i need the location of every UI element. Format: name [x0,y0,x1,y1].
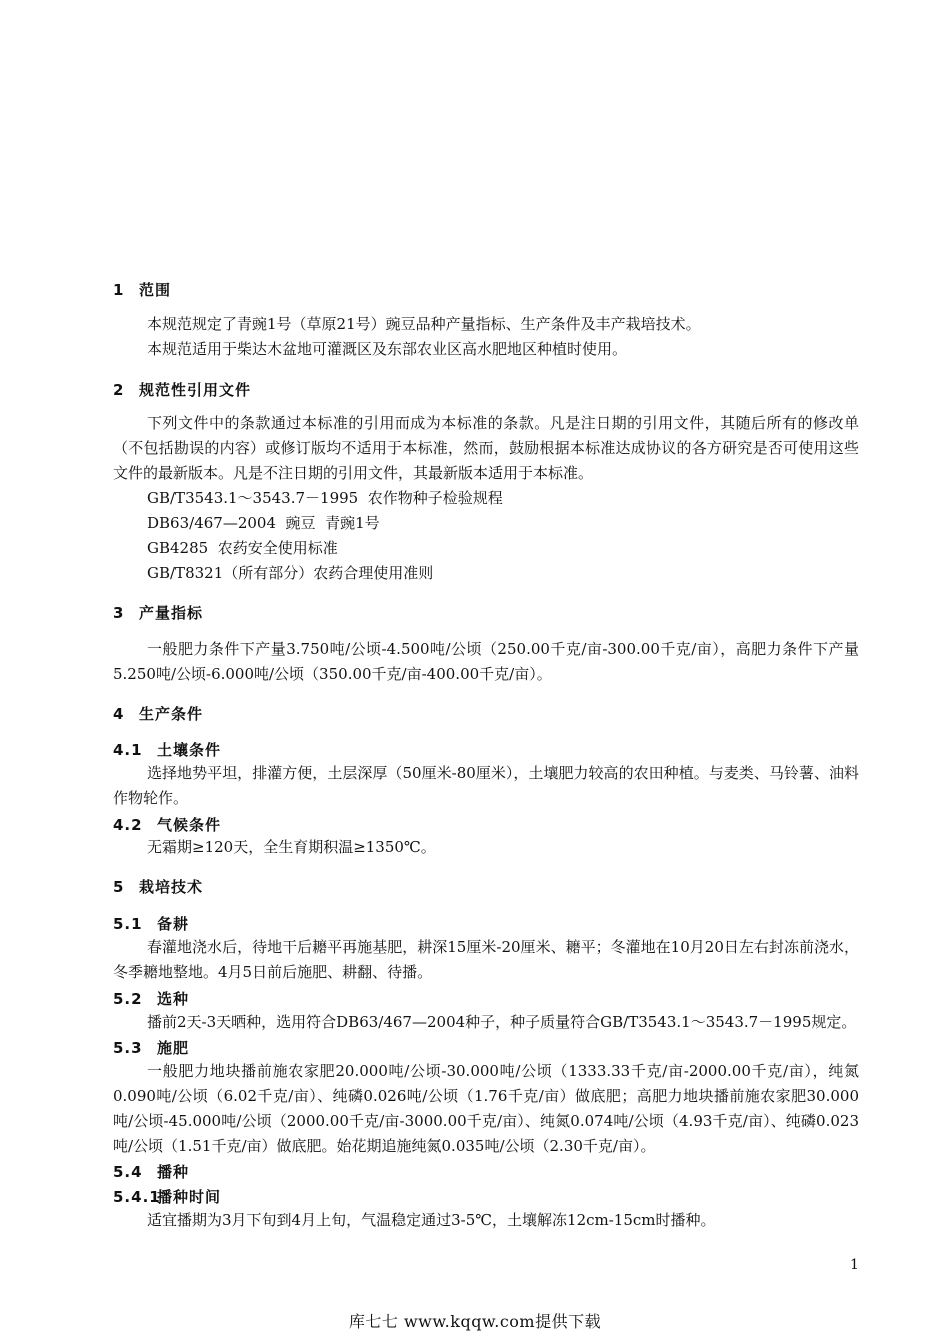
subsection-4-1-heading [113,739,221,760]
page-number: 1 [850,1257,859,1273]
section-title: 范围 [139,281,172,299]
section-number: 5.1 [113,915,143,933]
section-title: 播种时间 [157,1188,222,1206]
section-4-heading [113,703,203,724]
section-number: 4.2 [113,816,143,834]
section-3-heading [113,602,203,623]
paragraph: 本规范适用于柴达木盆地可灌溉区及东部农业区高水肥地区种植时使用。 [147,340,628,358]
section-number: 1 [113,281,125,299]
paragraph: 一般肥力条件下产量3.750吨/公顷-4.500吨/公顷（250.00千克/亩-300.00千克/亩），高肥力条件下产量5.250吨/公顷-6.000吨/公顷（350.00千克/亩-400.00千克/亩）。 [113,640,859,683]
section-number: 4.1 [113,741,143,759]
section-number: 5.4.1 [113,1188,161,1206]
paragraph: 适宜播期为3月下旬到4月上旬，气温稳定通过3-5℃，土壤解冻12cm-15cm时播种。 [147,1211,716,1229]
section-number: 2 [113,381,125,399]
paragraph: 一般肥力地块播前施农家肥20.000吨/公顷-30.000吨/公顷（1333.33千克/亩-2000.00千克/亩），纯氮0.090吨/公顷（6.02千克/亩）、纯磷0.026吨/公顷（1.76千克/亩）做底肥；高肥力地块播前施农家肥30.000吨/公顷-45.000吨/公顷（2000.00千克/亩-3000.00千克/亩）、纯氮0.074吨/公顷（4.93千克/亩）、纯磷0.023吨/公顷（1.51千克/亩）做底肥。始花期追施纯氮0.035吨/公顷（2.30千克/亩）。 [113,1062,859,1155]
section-number: 5.2 [113,990,143,1008]
paragraph: 下列文件中的条款通过本标准的引用而成为本标准的条款。凡是注日期的引用文件，其随后所有的修改单（不包括勘误的内容）或修订版均不适用于本标准，然而，鼓励根据本标准达成协议的各方研究是否可使用这些文件的最新版本。凡是不注日期的引用文件，其最新版本适用于本标准。 [113,414,859,482]
section-number: 5 [113,878,125,896]
section-title: 选种 [157,990,190,1008]
section-title: 栽培技术 [139,878,204,896]
section-title: 备耕 [157,915,190,933]
paragraph: 春灌地浇水后，待地干后耱平再施基肥，耕深15厘米-20厘米、耱平；冬灌地在10月20日左右封冻前浇水，冬季耱地整地。4月5日前后施肥、耕翻、待播。 [113,938,859,981]
section-number: 5.4 [113,1163,143,1181]
section-number: 4 [113,705,125,723]
section-title: 气候条件 [157,816,222,834]
section-title: 施肥 [157,1039,190,1057]
section-title: 播种 [157,1163,190,1181]
section-1-heading [113,279,171,300]
paragraph: 无霜期≥120天，全生育期积温≥1350℃。 [147,838,436,856]
reference-item: GB/T8321（所有部分）农药合理使用准则 [147,564,434,582]
subsection-5-4-heading [113,1161,189,1182]
subsection-5-1-heading [113,913,189,934]
section-title: 生产条件 [139,705,204,723]
paragraph: 本规范规定了青豌1号（草原21号）豌豆品种产量指标、生产条件及丰产栽培技术。 [147,315,701,333]
download-footer: 库七七 www.kqqw.com提供下载 [348,1312,602,1331]
section-title: 规范性引用文件 [139,381,252,399]
paragraph: 播前2天-3天晒种，选用符合DB63/467—2004种子，种子质量符合GB/T3543.1～3543.7－1995规定。 [147,1013,857,1031]
reference-item: DB63/467—2004 豌豆 青豌1号 [147,514,380,532]
subsection-5-3-heading [113,1037,189,1058]
section-5-heading [113,876,203,897]
section-number: 3 [113,604,125,622]
reference-item: GB/T3543.1～3543.7－1995 农作物种子检验规程 [147,489,503,507]
subsection-5-2-heading [113,988,189,1009]
paragraph: 选择地势平坦，排灌方便，土层深厚（50厘米-80厘米），土壤肥力较高的农田种植。与麦类、马铃薯、油料作物轮作。 [113,764,859,807]
section-title: 土壤条件 [157,741,222,759]
section-number: 5.3 [113,1039,143,1057]
section-2-heading [113,379,251,400]
reference-item: GB4285 农药安全使用标准 [147,539,338,557]
subsection-5-4-1-heading [113,1186,221,1207]
subsection-4-2-heading [113,814,221,835]
section-title: 产量指标 [139,604,204,622]
